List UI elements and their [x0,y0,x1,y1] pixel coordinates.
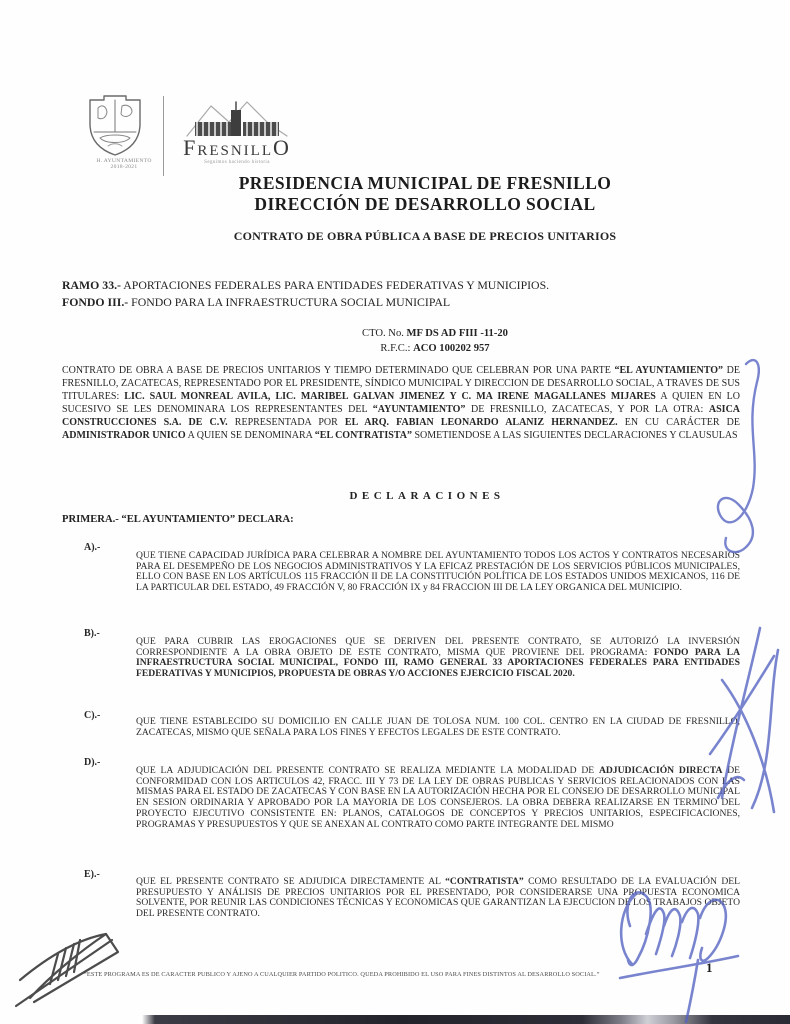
clause-c-label: C).- [84,710,101,721]
header-divider [163,96,164,176]
clause-a-label: A).- [84,542,101,553]
crest-caption-line1: H. AYUNTAMIENTO [96,158,152,164]
clause-b-label: B).- [84,628,100,639]
ramo-heading [62,277,730,310]
clause-c-body: QUE TIENE ESTABLECIDO SU DOMICILIO EN CALLE JUAN DE TOLOSA NUM. 100 COL. CENTRO EN LA CIUDAD DE FRESNILLO, ZACATECAS, MISMO QUE SEÑALA PARA LOS FINES Y EFECTOS LEGALES DE ESTE CONTRATO. [136,716,740,738]
fresnillo-tagline: Seguimos haciendo historia [204,160,270,165]
intro-paragraph: CONTRATO DE OBRA A BASE DE PRECIOS UNITARIOS Y TIEMPO DETERMINADO QUE CELEBRAN POR UNA PARTE “EL AYUNTAMIENTO” DE FRESNILLO, ZACATECAS, REPRESENTADO POR EL PRESIDENTE, SÍNDICO MUNICIPAL Y DIRECCION DE DESARROLLO SOCIAL, A TRAVES DE SUS TITULARES: LIC. SAUL MONREAL AVILA, LIC. MARIBEL GALVAN JIMENEZ Y C. MA IRENE MAGALLANES MIJARES A QUIEN EN LO SUCESIVO SE LES DENOMINARA LOS REPRESENTANTES DEL “AYUNTAMIENTO” DE FRESNILLO, ZACATECAS, Y POR LA OTRA: ASICA CONSTRUCCIONES S.A. DE C.V. REPRESENTADA POR EL ARQ. FABIAN LEONARDO ALANIZ HERNANDEZ. EN CU CARÁCTER DE ADMINISTRADOR UNICO A QUIEN SE DENOMINARA “EL CONTRATISTA” SOMETIENDOSE A LAS SIGUIENTES DECLARACIONES Y CLAUSULAS [62,365,741,441]
fresnillo-landmark-icon [185,98,289,140]
signature-black-bottom-left-icon [12,918,134,1018]
fresnillo-logo [172,98,302,165]
footer-disclaimer: “ESTE PROGRAMA ES DE CARACTER PUBLICO Y AJENO A CUALQUIER PARTIDO POLITICO. QUEDA PROHIBIDO EL USO PARA FINES DISTINTOS AL DESARROLLO SOCIAL.” [84,971,600,978]
clause-d-body: QUE LA ADJUDICACIÓN DEL PRESENTE CONTRATO SE REALIZA MEDIANTE LA MODALIDAD DE ADJUDICACIÓN DIRECTA DE CONFORMIDAD CON LOS ARTICULOS 42, FRACC. III Y 73 DE LA LEY DE OBRAS PUBLICAS Y SERVICIOS RELACIONADOS CON LAS MISMAS PARA EL ESTADO DE ZACATECAS Y CON BASE EN LA AUTORIZACIÓN HECHA POR EL CONSEJO DE DESARROLLO MUNICIPAL EN SESION ORDINARIA Y APROBADO POR LA MAYORIA DE LOS CONSEJEROS. LA OBRA DEBERA REALIZARSE EN TERMINO DEL PROYECTO EJECUTIVO CONSISTENTE EN: PLANOS, CATALOGOS DE CONCEPTOS Y PRECIOS UNITARIOS, ESPECIFICACIONES, PROGRAMAS Y PRESUPUESTOS Y QUE SE ANEXAN AL CONTRATO COMO PARTE INTEGRANTE DEL MISMO [136,765,740,830]
crest-shield-icon [86,92,144,158]
ramo-line-2: FONDO III.- FONDO PARA LA INFRAESTRUCTURA SOCIAL MUNICIPAL [62,294,451,309]
wordmark-o: O [273,135,291,160]
clause-e-label: E).- [84,869,100,880]
signature-blue-bottom-icon [602,862,754,1024]
municipal-crest [86,92,162,171]
crest-caption-line2: 2018-2021 [110,164,138,171]
contract-number: CTO. No. MF DS AD FIII -11-20 [362,328,508,339]
wordmark-mid: RESNILL [197,143,274,159]
fresnillo-wordmark [172,135,302,160]
title-line-1: PRESIDENCIA MUNICIPAL DE FRESNILLO [238,173,612,193]
clause-e-body: QUE EL PRESENTE CONTRATO SE ADJUDICA DIRECTAMENTE AL “CONTRATISTA” COMO RESULTADO DE LA EVALUACIÓN DEL PRESUPUESTO Y ANÁLISIS DE PRECIOS UNITARIOS POR EL PRESENTADO, POR CONSIDERARSE UNA PROPUESTA ECONOMICA SOLVENTE, POR REUNIR LAS CONDICIONES TÉCNICAS Y ECONOMICAS QUE GARANTIZAN LA EJECUCION DE LOS TRABAJOS OBJETO DEL PRESENTE CONTRATO. [136,876,740,920]
signature-blue-middle-icon [692,622,790,820]
primera-heading: PRIMERA.- “EL AYUNTAMIENTO” DECLARA: [62,514,294,525]
page-number: 1 [706,960,713,975]
declaraciones-heading: DECLARACIONES [349,490,505,502]
clause-d-label: D).- [84,757,101,768]
clause-b-body: QUE PARA CUBRIR LAS EROGACIONES QUE SE DERIVEN DEL PRESENTE CONTRATO, SE AUTORIZÓ LA INVERSIÓN CORRESPONDIENTE A LA OBRA OBJETO DE ESTE CONTRATO, MISMA QUE PROVIENE DEL PROGRAMA: FONDO PARA LA INFRAESTRUCTURA SOCIAL MUNICIPAL, FONDO III, RAMO GENERAL 33 APORTACIONES FEDERALES PARA ENTIDADES FEDERATIVAS Y MUNICIPIOS, PROPUESTA DE OBRAS Y/O ACCIONES EJERCICIO FISCAL 2020. [136,636,740,680]
contract-reference [80,327,790,356]
ramo-line-1: RAMO 33.- APORTACIONES FEDERALES PARA ENTIDADES FEDERATIVAS Y MUNICIPIOS. [62,278,550,292]
title-line-2: DIRECCIÓN DE DESARROLLO SOCIAL [254,194,596,214]
wordmark-f: F [183,135,198,160]
rfc-number: R.F.C.: ACO 100202 957 [380,342,490,354]
document-subtitle: CONTRATO DE OBRA PÚBLICA A BASE DE PRECIOS UNITARIOS [233,229,617,243]
document-title [64,173,786,215]
signature-blue-top-icon [696,352,782,564]
crest-caption [86,158,162,171]
clause-a-body: QUE TIENE CAPACIDAD JURÍDICA PARA CELEBRAR A NOMBRE DEL AYUNTAMIENTO TODOS LOS ACTOS Y CONTRATOS NECESARIOS PARA EL DESEMPEÑO DE LOS NEGOCIOS ADMINISTRATIVOS Y LA EFICAZ PRESTACIÓN DE LOS SERVICIOS PÚBLICOS MUNICIPALES, ELLO CON BASE EN LOS ARTÍCULOS 115 FRACCIÓN II DE LA CONSTITUCIÓN POLÍTICA DE LOS ESTADOS UNIDOS MEXICANOS, 116 DE LA PARTICULAR DEL ESTADO, 49 FRACCIÓN V, 80 FRACCIÓN IX y 84 FRACCION III DE LA LEY ORGANICA DEL MUNICIPIO. [136,550,740,594]
